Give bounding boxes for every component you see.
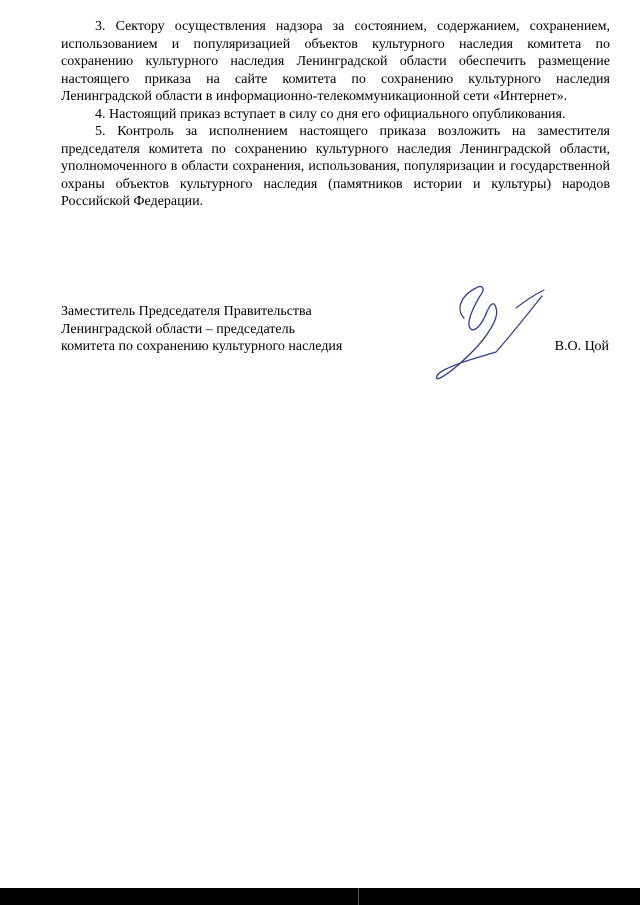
signer-name: В.О. Цой [554, 339, 609, 354]
handwritten-signature [420, 278, 560, 384]
paragraph-4: 4. Настоящий приказ вступает в силу со дня его официального опубликования. [95, 106, 566, 122]
signature-stroke-3 [496, 296, 542, 352]
position-line-2: Ленинградской области – председатель [61, 321, 296, 337]
scan-edge-line [358, 888, 359, 905]
position-line-1: Заместитель Председателя Правительства [61, 304, 312, 319]
signature-stroke-2 [437, 304, 497, 379]
paragraph-3: 3. Сектору осуществления надзора за состоянием, содержанием, сохранением, использованием и популяризацией объектов культурного наследия комитета по сохранению культурного наследия Ленинградской области обеспечить размещение настоящего приказа на сайте комитета по сохранению культурного наследия Ленинградской области в информационно-телекоммуникационной сети «Интернет». [61, 19, 610, 104]
position-line-3: комитета по сохранению культурного наследия [61, 339, 343, 354]
paragraph-5: 5. Контроль за исполнением настоящего приказа возложить на заместителя председателя комитета по сохранению культурного наследия Ленинградской области, уполномоченного в области сохранения, использования, популяризации и государственной охраны объектов культурного наследия (памятников истории и культуры) народов Российской Федерации. [61, 124, 610, 209]
signatory-position [61, 303, 342, 356]
scan-edge-shadow [0, 888, 640, 905]
document-body [61, 18, 610, 211]
signature-stroke-1 [460, 286, 486, 329]
